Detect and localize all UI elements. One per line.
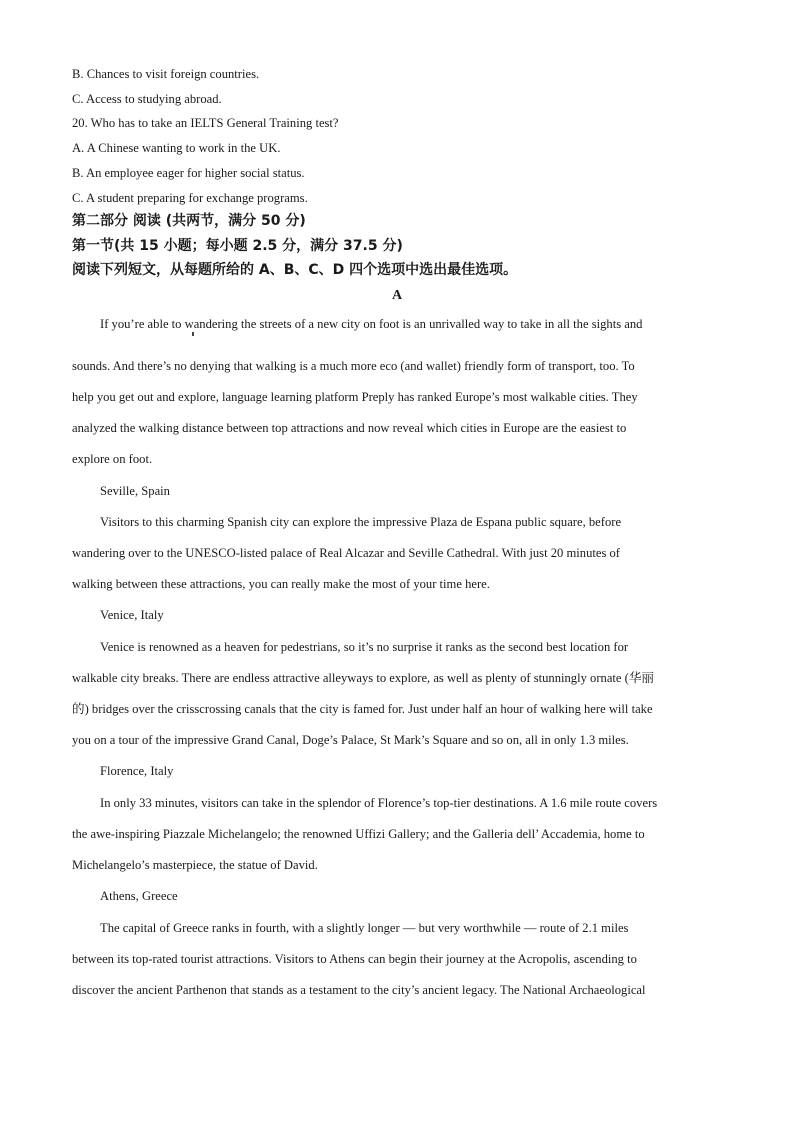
- passage-line: In only 33 minutes, visitors can take in the splendor of Florence’s top-tier destinations. A 1.6 mile route covers: [100, 796, 658, 810]
- option-b-prev: B. Chances to visit foreign countries.: [72, 67, 260, 81]
- question-20-option-b: B. An employee eager for higher social status.: [72, 166, 305, 180]
- stray-mark: [192, 332, 194, 336]
- passage-line: If you’re able to wandering the streets of a new city on foot is an unrivalled way to take in all the sights and: [100, 317, 643, 331]
- passage-line: sounds. And there’s no denying that walking is a much more eco (and wallet) friendly form of transport, too. To: [72, 359, 635, 373]
- city-heading-venice: Venice, Italy: [100, 608, 164, 622]
- passage-line: you on a tour of the impressive Grand Canal, Doge’s Palace, St Mark’s Square and so on, all in only 1.3 miles.: [72, 733, 629, 747]
- passage-line: discover the ancient Parthenon that stands as a testament to the city’s ancient legacy. The National Archaeological: [72, 983, 646, 997]
- reading-instruction: 阅读下列短文，从每题所给的 A、B、C、D 四个选项中选出最佳选项。: [72, 262, 518, 278]
- option-c-prev: C. Access to studying abroad.: [72, 92, 222, 106]
- passage-line: 的) bridges over the crisscrossing canals that the city is famed for. Just under half an hour of walking here will take: [72, 702, 653, 716]
- passage-line: explore on foot.: [72, 452, 153, 466]
- sub-section-title: 第一节(共 15 小题；每小题 2.5 分，满分 37.5 分): [72, 238, 403, 254]
- city-heading-athens: Athens, Greece: [100, 889, 178, 903]
- passage-line: the awe-inspiring Piazzale Michelangelo; the renowned Uffizi Gallery; and the Galleria dell’ Accademia, home to: [72, 827, 645, 841]
- passage-label: A: [391, 288, 403, 303]
- passage-line: The capital of Greece ranks in fourth, with a slightly longer — but very worthwhile — route of 2.1 miles: [100, 921, 629, 935]
- part-title: 第二部分 阅读 (共两节，满分 50 分): [72, 213, 306, 229]
- question-20-option-a: A. A Chinese wanting to work in the UK.: [72, 141, 281, 155]
- passage-line: wandering over to the UNESCO-listed palace of Real Alcazar and Seville Cathedral. With just 20 minutes of: [72, 546, 620, 560]
- city-heading-seville: Seville, Spain: [100, 484, 170, 498]
- passage-line: Michelangelo’s masterpiece, the statue of David.: [72, 858, 318, 872]
- passage-line: help you get out and explore, language learning platform Preply has ranked Europe’s most walkable cities. They: [72, 390, 638, 404]
- passage-line: walking between these attractions, you can really make the most of your time here.: [72, 577, 490, 591]
- question-20-option-c: C. A student preparing for exchange programs.: [72, 191, 308, 205]
- passage-line: Visitors to this charming Spanish city can explore the impressive Plaza de Espana public square, before: [100, 515, 622, 529]
- question-20-stem: 20. Who has to take an IELTS General Training test?: [72, 116, 339, 130]
- passage-line: walkable city breaks. There are endless attractive alleyways to explore, as well as plenty of stunningly ornate (华丽: [72, 671, 655, 685]
- city-heading-florence: Florence, Italy: [100, 764, 174, 778]
- passage-line: Venice is renowned as a heaven for pedestrians, so it’s no surprise it ranks as the second best location for: [100, 640, 629, 654]
- passage-line: analyzed the walking distance between top attractions and now reveal which cities in Europe are the easiest to: [72, 421, 627, 435]
- passage-line: between its top-rated tourist attractions. Visitors to Athens can begin their journey at the Acropolis, ascending to: [72, 952, 637, 966]
